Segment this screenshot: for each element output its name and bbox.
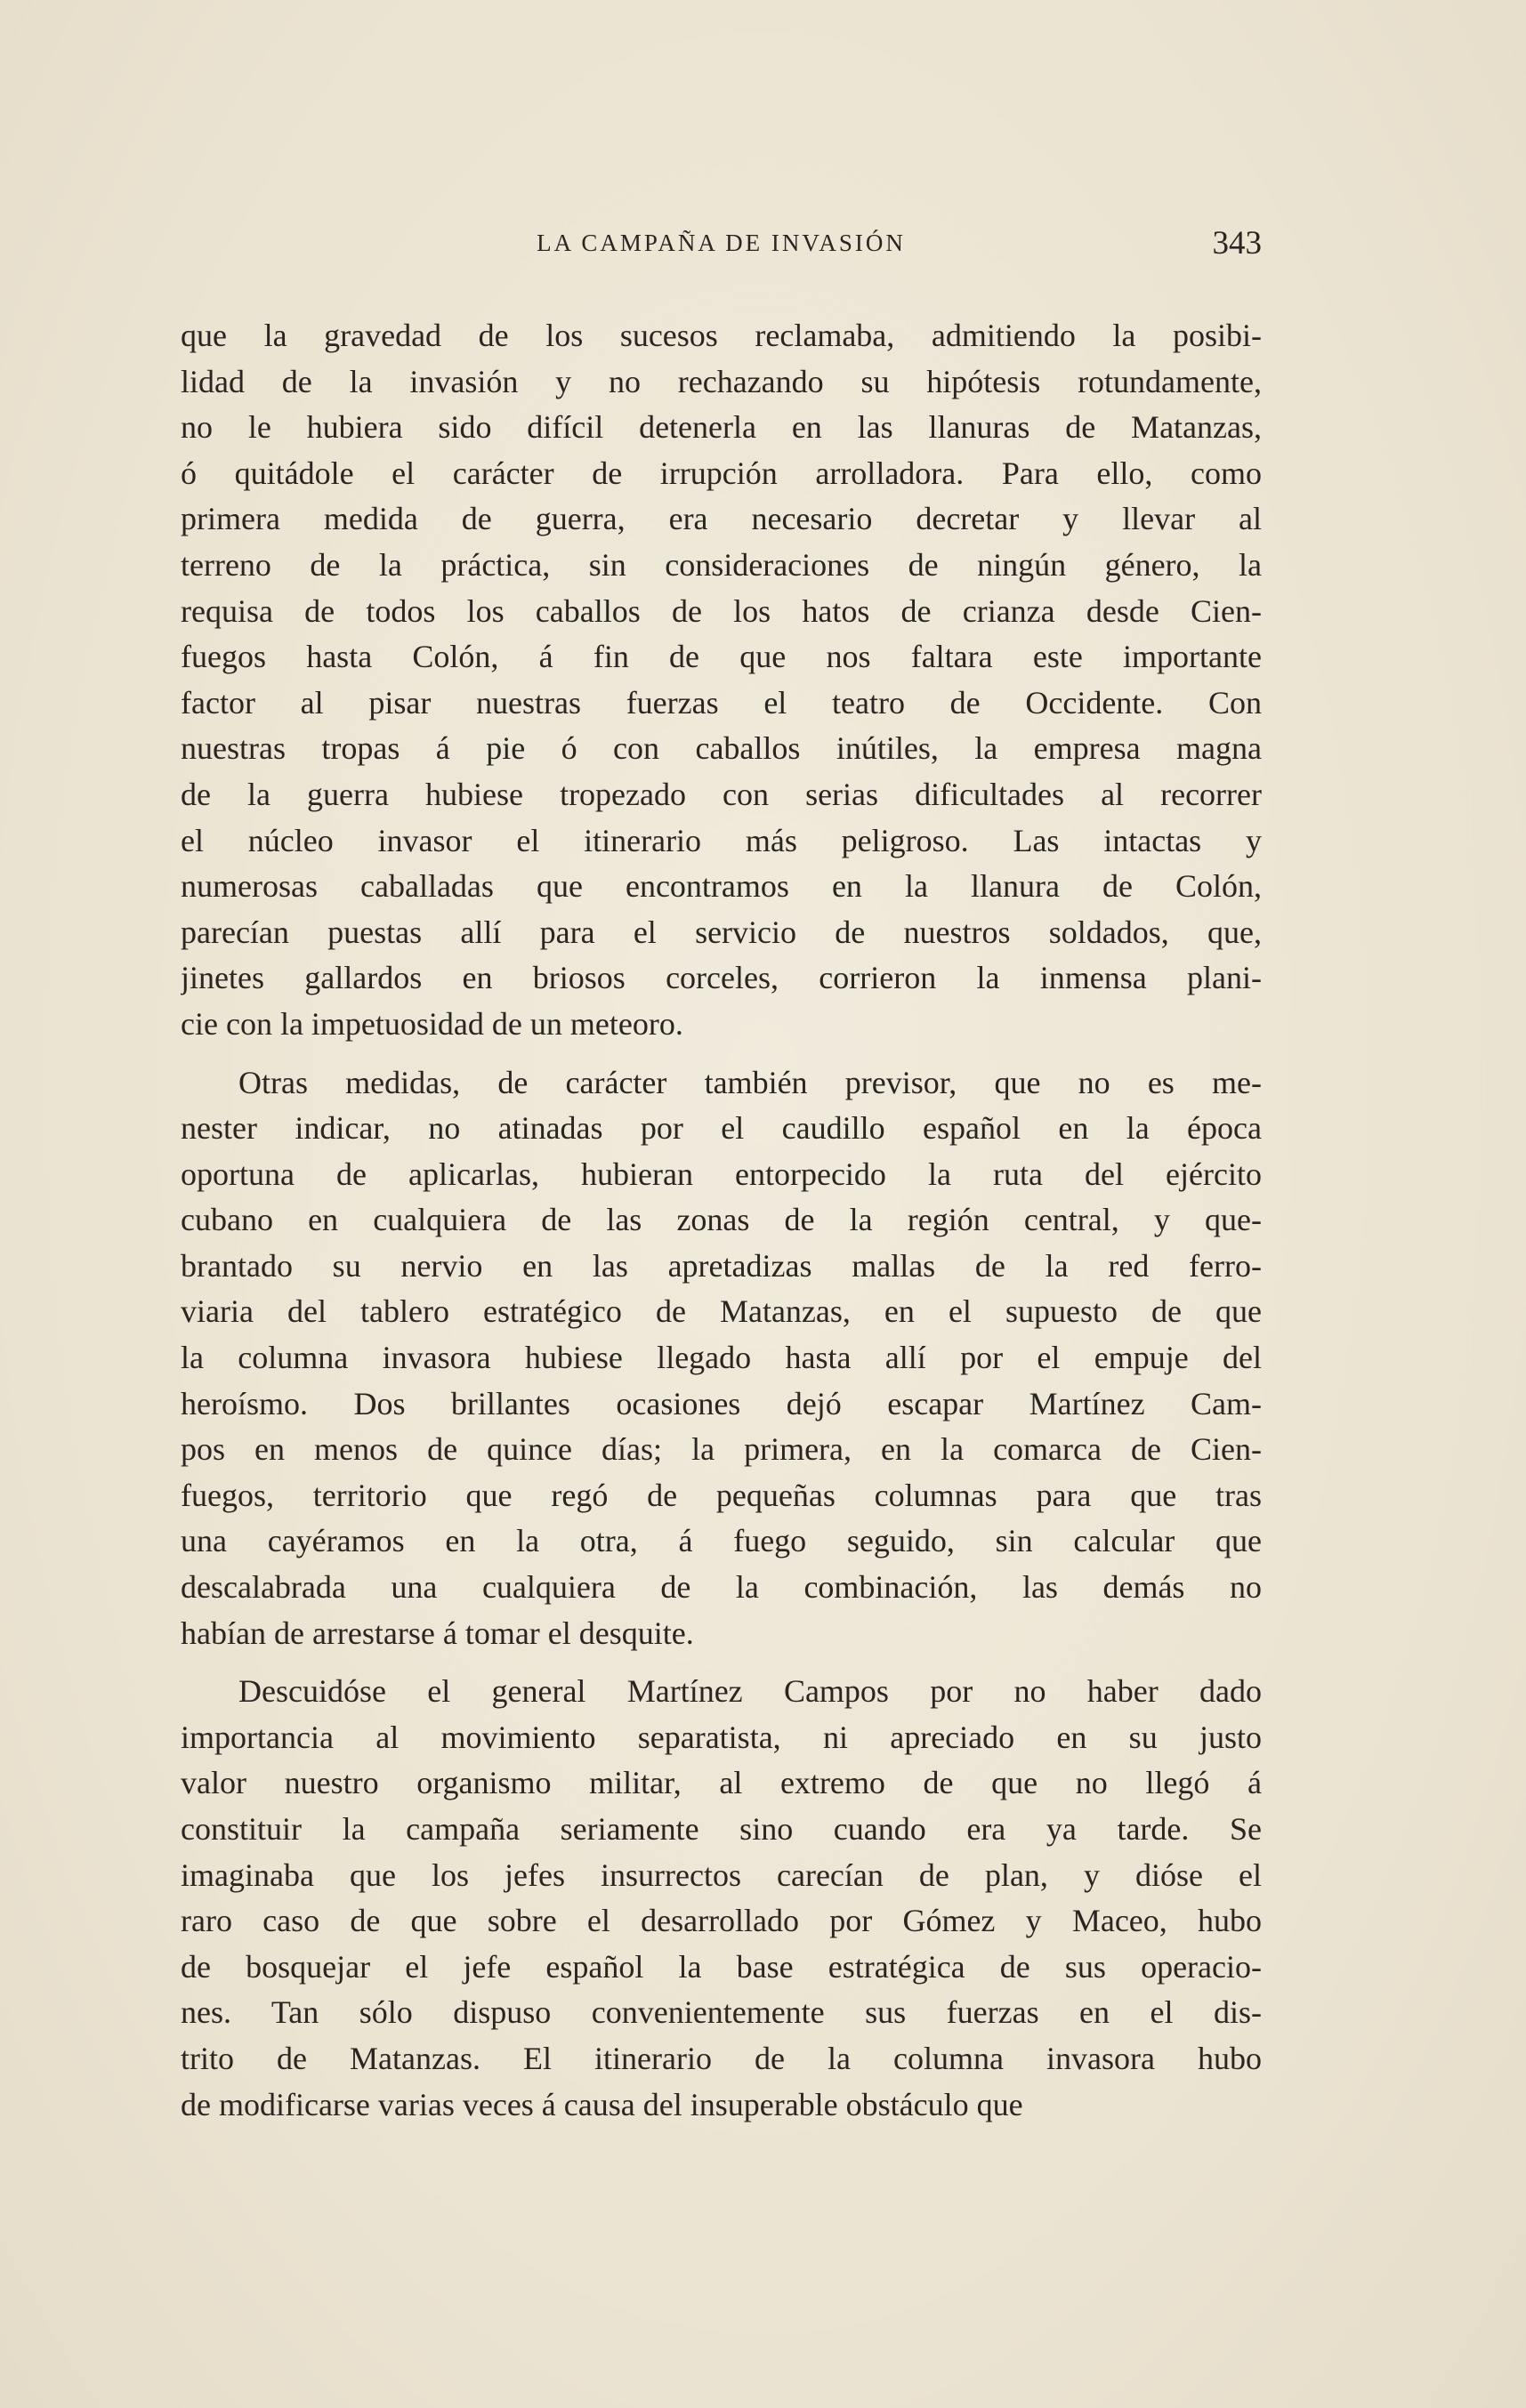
text-line: viaria del tablero estratégico de Matanzas, en el supuesto de que (181, 1293, 1262, 1330)
text-line: Otras medidas, de carácter también previsor, que no es me- (238, 1064, 1262, 1100)
running-title: LA CAMPAÑA DE INVASIÓN (537, 230, 906, 256)
text-line: requisa de todos los caballos de los hatos de crianza desde Cien- (181, 592, 1262, 629)
text-line: de la guerra hubiese tropezado con serias dificultades al recorrer (181, 776, 1262, 812)
text-line: imaginaba que los jefes insurrectos carecían de plan, y dióse el (181, 1856, 1262, 1893)
paragraph-gap (181, 1656, 1262, 1669)
text-line: heroísmo. Dos brillantes ocasiones dejó escapar Martínez Cam- (181, 1385, 1262, 1421)
text-line: terreno de la práctica, sin consideraciones de ningún género, la (181, 546, 1262, 583)
paragraph (181, 313, 1262, 1048)
text-line: Descuidóse el general Martínez Campos por no haber dado (238, 1673, 1262, 1710)
text-line: nuestras tropas á pie ó con caballos inútiles, la empresa magna (181, 730, 1262, 767)
text-line: factor al pisar nuestras fuerzas el teatro de Occidente. Con (181, 684, 1262, 721)
paragraph (181, 1669, 1262, 2128)
text-line: una cayéramos en la otra, á fuego seguido, sin calcular que (181, 1523, 1262, 1559)
text-line: constituir la campaña seriamente sino cuando era ya tarde. Se (181, 1811, 1262, 1847)
text-line: de bosquejar el jefe español la base estratégica de sus operacio- (181, 1948, 1262, 1985)
paragraph (181, 1060, 1262, 1657)
text-line: de modificarse varias veces á causa del insuperable obstáculo que (181, 2086, 1023, 2122)
text-line: oportuna de aplicarlas, hubieran entorpecido la ruta del ejército (181, 1156, 1262, 1192)
text-line: cie con la impetuosidad de un meteoro. (181, 1005, 683, 1042)
text-line: importancia al movimiento separatista, ni apreciado en su justo (181, 1719, 1262, 1755)
text-line: numerosas caballadas que encontramos en la llanura de Colón, (181, 868, 1262, 905)
text-line: primera medida de guerra, era necesario decretar y llevar al (181, 501, 1262, 537)
text-line: nester indicar, no atinadas por el caudillo español en la época (181, 1110, 1262, 1147)
text-line: la columna invasora hubiese llegado hasta allí por el empuje del (181, 1340, 1262, 1376)
text-line: raro caso de que sobre el desarrollado por Gómez y Maceo, hubo (181, 1903, 1262, 1939)
text-line: no le hubiera sido difícil detenerla en las llanuras de Matanzas, (181, 409, 1262, 446)
text-line: descalabrada una cualquiera de la combinación, las demás no (181, 1569, 1262, 1606)
text-line: ó quitádole el carácter de irrupción arrolladora. Para ello, como (181, 455, 1262, 491)
text-line: jinetes gallardos en briosos corceles, corrieron la inmensa plani- (181, 960, 1262, 996)
text-line: pos en menos de quince días; la primera, en la comarca de Cien- (181, 1431, 1262, 1468)
text-line: trito de Matanzas. El itinerario de la columna invasora hubo (181, 2040, 1262, 2076)
paragraph-gap (181, 1048, 1262, 1060)
text-line: parecían puestas allí para el servicio de nuestros soldados, que, (181, 914, 1262, 950)
text-line: brantado su nervio en las apretadizas mallas de la red ferro- (181, 1247, 1262, 1284)
text-line: nes. Tan sólo dispuso convenientemente sus fuerzas en el dis- (181, 1994, 1262, 2031)
text-line: fuegos, territorio que regó de pequeñas columnas para que tras (181, 1477, 1262, 1513)
text-line: cubano en cualquiera de las zonas de la región central, y que- (181, 1202, 1262, 1238)
page-number: 343 (1212, 225, 1262, 262)
text-line: el núcleo invasor el itinerario más peligroso. Las intactas y (181, 822, 1262, 858)
text-line: que la gravedad de los sucesos reclamaba, admitiendo la posibi- (181, 318, 1262, 353)
text-line: valor nuestro organismo militar, al extremo de que no llegó á (181, 1765, 1262, 1801)
text-line: lidad de la invasión y no rechazando su hipótesis rotundamente, (181, 363, 1262, 399)
page-header (181, 225, 1262, 274)
body-text (181, 313, 1262, 2128)
text-line: habían de arrestarse á tomar el desquite. (181, 1615, 694, 1651)
text-line: fuegos hasta Colón, á fin de que nos faltara este importante (181, 639, 1262, 675)
